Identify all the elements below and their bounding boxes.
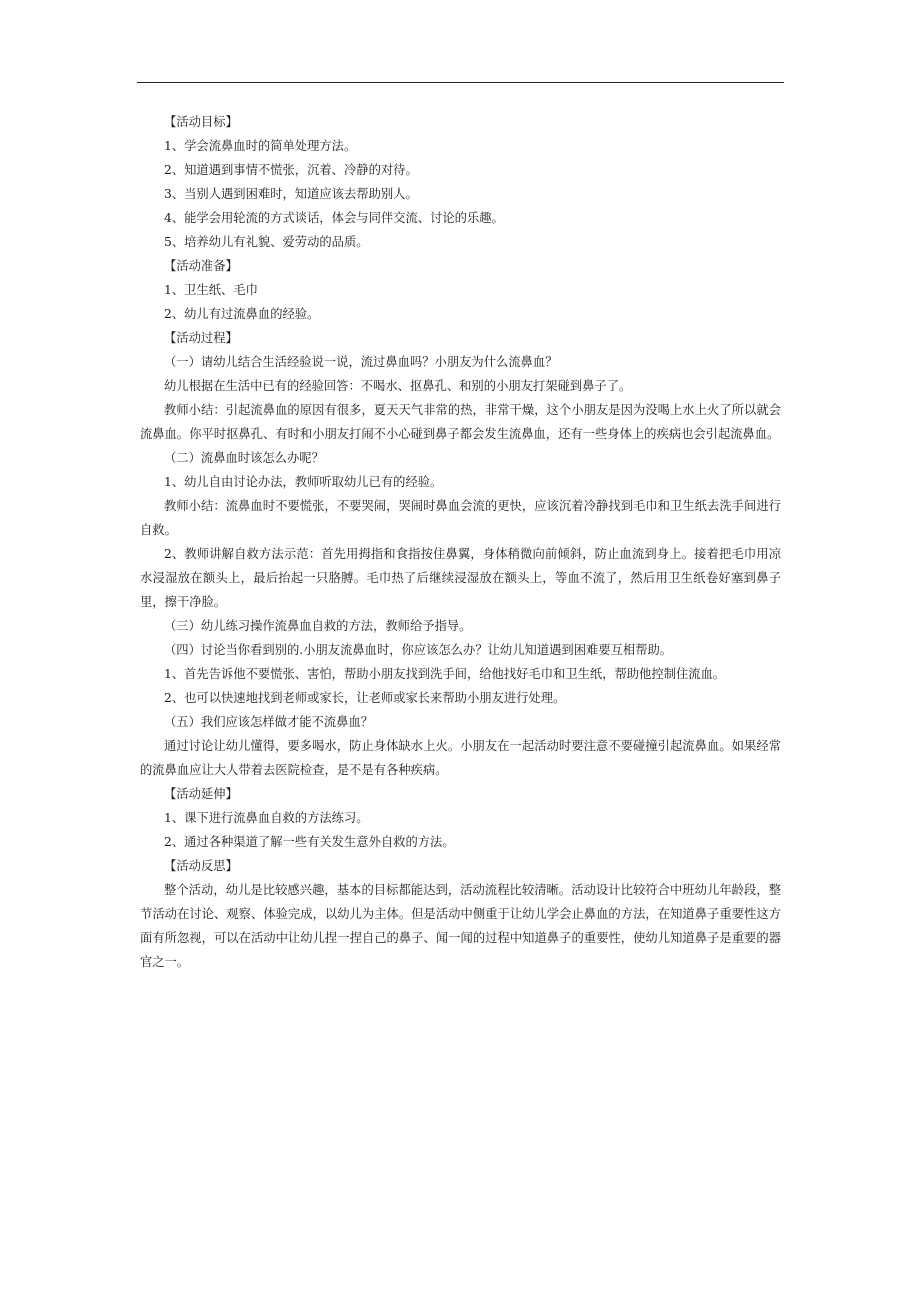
section-heading-extension: 【活动延伸】	[164, 787, 238, 801]
header-rule	[137, 82, 784, 83]
process-paragraph: 1、首先告诉他不要慌张、害怕，帮助小朋友找到洗手间，给他找好毛巾和卫生纸，帮助他控制住流血。	[164, 667, 726, 681]
process-step: （四）讨论当你看到别的.小朋友流鼻血时，你应该怎么办？让幼儿知道遇到困难要互相帮助。	[164, 643, 673, 657]
process-paragraph: 教师小结：引起流鼻血的原因有很多，夏天天气非常的热，非常干燥，这个小朋友是因为没喝上水上火了所以就会流鼻血。你平时抠鼻孔、有时和小朋友打闹不小心碰到鼻子都会发生流鼻血，还有一些身体上的疾病也会引起流鼻血。	[140, 403, 781, 441]
goal-item: 1、学会流鼻血时的简单处理方法。	[164, 139, 357, 153]
document-body	[140, 110, 781, 974]
goal-item: 4、能学会用轮流的方式谈话，体会与同伴交流、讨论的乐趣。	[164, 211, 504, 225]
section-heading-preparation: 【活动准备】	[164, 259, 238, 273]
process-paragraph: 2、也可以快速地找到老师或家长，让老师或家长来帮助小朋友进行处理。	[164, 691, 566, 705]
process-paragraph: 通过讨论让幼儿懂得，要多喝水，防止身体缺水上火。小朋友在一起活动时要注意不要碰撞引起流鼻血。如果经常的流鼻血应让大人带着去医院检查，是不是有各种疾病。	[140, 739, 781, 777]
extension-item: 2、通过各种渠道了解一些有关发生意外自救的方法。	[164, 835, 455, 849]
process-paragraph: 2、教师讲解自救方法示范：首先用拇指和食指按住鼻翼，身体稍微向前倾斜，防止血流到身上。接着把毛巾用凉水浸湿放在额头上，最后抬起一只胳膊。毛巾热了后继续浸湿放在额头上，等血不流了，然后用卫生纸卷好塞到鼻子里，擦干净脸。	[140, 547, 781, 609]
goal-item: 3、当别人遇到困难时，知道应该去帮助别人。	[164, 187, 418, 201]
section-heading-goals: 【活动目标】	[164, 115, 238, 129]
process-step: （一）请幼儿结合生活经验说一说，流过鼻血吗？小朋友为什么流鼻血？	[164, 355, 558, 369]
section-heading-reflection: 【活动反思】	[164, 859, 238, 873]
process-step: （五）我们应该怎样做才能不流鼻血？	[164, 715, 374, 729]
preparation-item: 2、幼儿有过流鼻血的经验。	[164, 307, 320, 321]
preparation-item: 1、卫生纸、毛巾	[164, 283, 258, 297]
process-paragraph: 1、幼儿自由讨论办法，教师听取幼儿已有的经验。	[164, 475, 443, 489]
process-paragraph: 幼儿根据在生活中已有的经验回答：不喝水、抠鼻孔、和别的小朋友打架碰到鼻子了。	[164, 379, 632, 393]
section-heading-process: 【活动过程】	[164, 331, 238, 345]
reflection-paragraph: 整个活动，幼儿是比较感兴趣，基本的目标都能达到，活动流程比较清晰。活动设计比较符合中班幼儿年龄段，整节活动在讨论、观察、体验完成，以幼儿为主体。但是活动中侧重于让幼儿学会止鼻血的方法，在知道鼻子重要性这方面有所忽视，可以在活动中让幼儿捏一捏自己的鼻子、闻一闻的过程中知道鼻子的重要性，使幼儿知道鼻子是重要的器官之一。	[140, 883, 781, 969]
process-step: （二）流鼻血时该怎么办呢？	[164, 451, 324, 465]
process-step: （三）幼儿练习操作流鼻血自救的方法，教师给予指导。	[164, 619, 472, 633]
goal-item: 2、知道遇到事情不慌张，沉着、冷静的对待。	[164, 163, 418, 177]
process-paragraph: 教师小结：流鼻血时不要慌张，不要哭闹，哭闹时鼻血会流的更快，应该沉着冷静找到毛巾和卫生纸去洗手间进行自救。	[140, 499, 781, 537]
goal-item: 5、培养幼儿有礼貌、爱劳动的品质。	[164, 235, 369, 249]
extension-item: 1、课下进行流鼻血自救的方法练习。	[164, 811, 369, 825]
